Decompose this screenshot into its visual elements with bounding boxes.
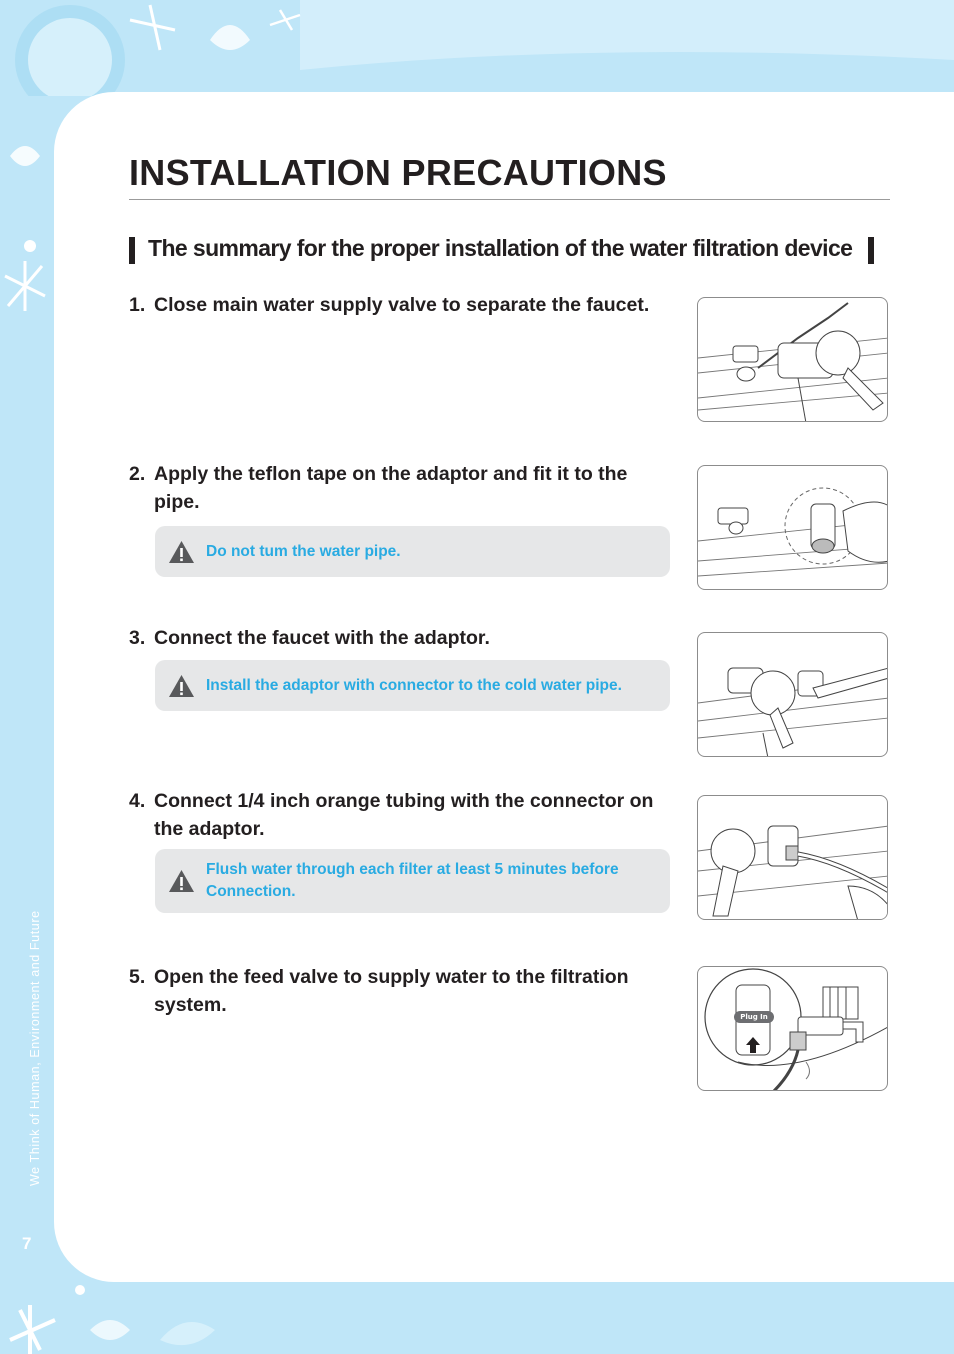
tubing-connector-illustration [697, 795, 888, 920]
step-text: Open the feed valve to supply water to the filtration system. [154, 966, 629, 1016]
adaptor-teflon-illustration [697, 465, 888, 590]
page-title: INSTALLATION PRECAUTIONS [129, 152, 667, 193]
warning-triangle-icon [168, 869, 195, 893]
warning-text: Flush water through each filter at least 5 minutes before Connection. [206, 861, 619, 900]
step-number: 4. [129, 790, 146, 812]
section-subtitle: The summary for the proper installation of the water filtration device [148, 235, 853, 261]
step-number: 1. [129, 294, 146, 316]
step-4 [129, 787, 674, 843]
step-number: 5. [129, 966, 146, 988]
step-number: 3. [129, 627, 146, 649]
faucet-adaptor-illustration [697, 632, 888, 757]
warning-text: Install the adaptor with connector to the cold water pipe. [206, 676, 622, 694]
step-1 [129, 291, 674, 319]
warning-triangle-icon [168, 674, 195, 698]
step-5 [129, 963, 674, 1019]
step-text: Close main water supply valve to separate the faucet. [154, 294, 650, 316]
plug-in-label: Plug In [734, 1011, 774, 1023]
warning-note [155, 660, 670, 711]
subtitle-bar-right [868, 237, 874, 264]
warning-note [155, 526, 670, 577]
warning-note [155, 849, 670, 913]
step-text: Apply the teflon tape on the adaptor and fit it to the pipe. [154, 463, 628, 513]
feed-valve-illustration [697, 966, 888, 1091]
page-number: 7 [22, 1234, 32, 1253]
title-divider [129, 199, 890, 200]
faucet-wrench-illustration [697, 297, 888, 422]
warning-text: Do not tum the water pipe. [206, 542, 401, 560]
star-decoration-icon [0, 96, 54, 356]
side-slogan: We Think of Human, Environment and Future [28, 910, 42, 1186]
subtitle-bar-left [129, 237, 135, 264]
step-text: Connect the faucet with the adaptor. [154, 627, 490, 649]
step-2 [129, 460, 674, 516]
bubble-decoration-icon [0, 0, 954, 96]
step-text: Connect 1/4 inch orange tubing with the connector on the adaptor. [154, 790, 654, 840]
step-3 [129, 624, 674, 652]
step-number: 2. [129, 463, 146, 485]
warning-triangle-icon [168, 540, 195, 564]
